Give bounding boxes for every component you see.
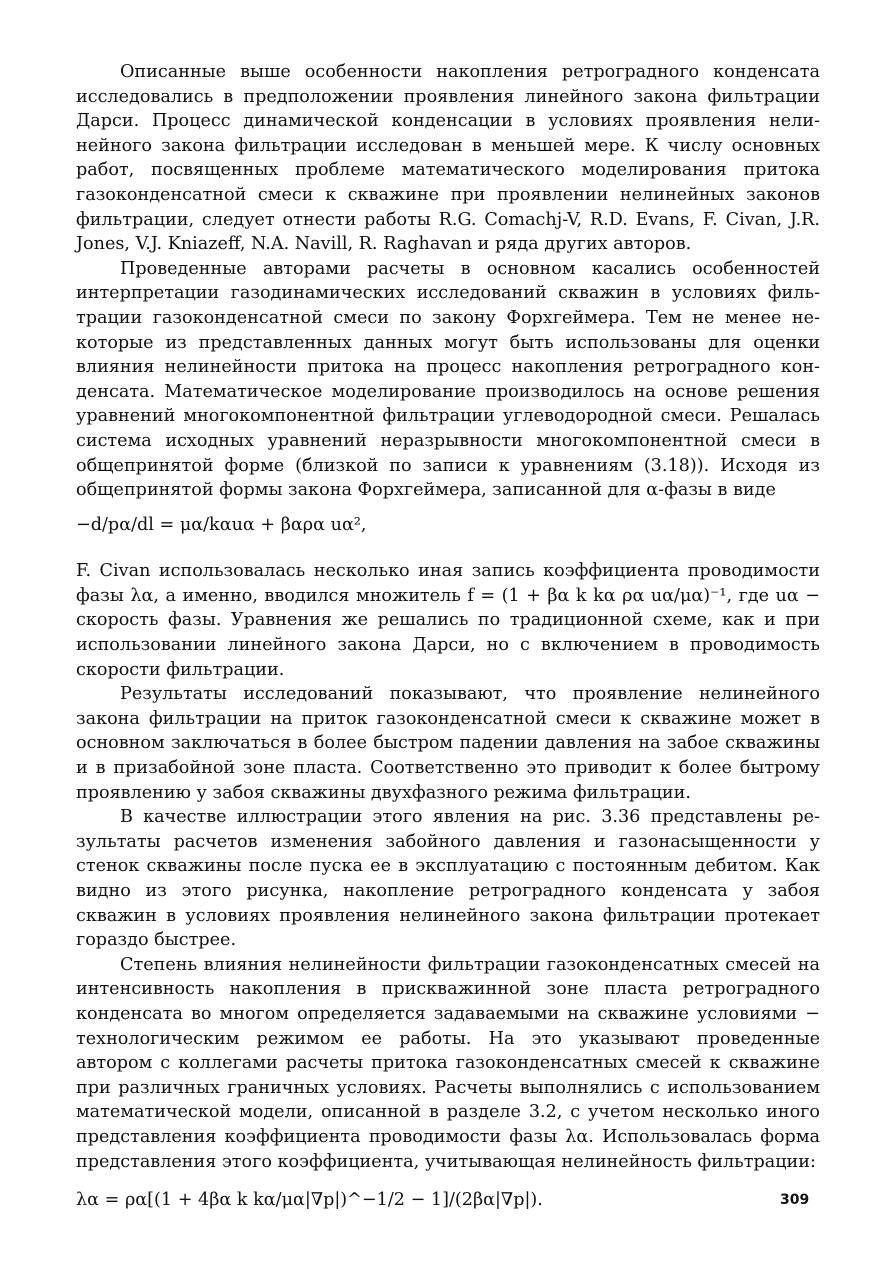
paragraph-4: Результаты исследований показывают, что проявление нелинейного закона фильтрации на приток газоконденсатной смеси к скважине может в основном заключаться в более быстром падении давления на забое скважины и в призабойной зоне пласта. Соответственно это приводит к более бытрому проявлению у забоя скважины двухфазного режима фильтрации. [76, 684, 820, 803]
paragraph-5: В качестве иллюстрации этого явления на рис. 3.36 представлены результаты расчетов изменения забойного давления и газонасыщенности у стенок скважины после пуска ее в эксплуатацию с постоянным дебитом. Как видно из этого рисунка, накопление ретроградного конденсата у забоя скважин в условиях проявления нелинейного закона фильтрации протекает гораздо быстрее. [76, 807, 820, 951]
paragraph-1: Описанные выше особенности накопления ретроградного конденсата исследовались в предположении проявления линейного закона фильтрации Дарси. Процесс динамической конденсации в условиях проявления нелинейного закона фильтрации исследован в меньшей мере. К числу основных работ, посвященных проблеме математического моделирования притока газоконденсатной смеси к скважине при проявлении нелинейных законов фильтрации, следует отнести работы R.G. Comachj-V, R.D. Evans, F. Civan, J.R. Jones, V.J. Kniazeff, N.A. Navill, R. Raghavan и ряда других авторов. [76, 62, 820, 255]
formula-conductivity: λα = ρα[(1 + 4βα k kα/μα|∇p|)^−1/2 − 1]/(2βα|∇p|). [76, 1190, 543, 1211]
paragraph-6: Степень влияния нелинейности фильтрации газоконденсатных смесей на интенсивность накопления в прискважинной зоне пласта ретроградного конденсата во многом определяется задаваемыми на скважине условиями − технологическим режимом ее работы. На это указывают проведенные автором с коллегами расчеты притока газоконденсатных смесей к скважине при различных граничных условиях. Расчеты выполнялись с использованием математической модели, описанной в разделе 3.2, с учетом несколько иного представления коэффициента проводимости фазы λα. Использовалась форма представления этого коэффициента, учитывающая нелинейность фильтрации: [76, 954, 820, 1172]
page-number: 309 [780, 1192, 810, 1208]
paragraph-3: F. Civan использовалась несколько иная запись коэффициента проводимости фазы λα, а именно, вводился множитель f = (1 + βα k kα ρα uα/μα)⁻¹, где uα − скорость фазы. Уравнения же решались по традиционной схеме, как и при использовании линейного закона Дарси, но с включением в проводимость скорости фильтрации. [76, 561, 820, 680]
paragraph-2: Проведенные авторами расчеты в основном касались особенностей интерпретации газодинамических исследований скважин в условиях фильтрации газоконденсатной смеси по закону Форхгеймера. Тем не менее некоторые из представленных данных могут быть использованы для оценки влияния нелинейности притока на процесс накопления ретроградного конденсата. Математическое моделирование производилось на основе решения уравнений многокомпонентной фильтрации углеводородной смеси. Решалась система исходных уравнений неразрывности многокомпонентной смеси в общепринятой форме (близкой по записи к уравнениям (3.18)). Исходя из общепринятой формы закона Форхгеймера, записанной для α-фазы в виде [76, 258, 820, 501]
formula-forchheimer: −d/pα/dl = μα/kαuα + βαρα uα², [76, 514, 367, 535]
text-column [76, 60, 820, 1213]
